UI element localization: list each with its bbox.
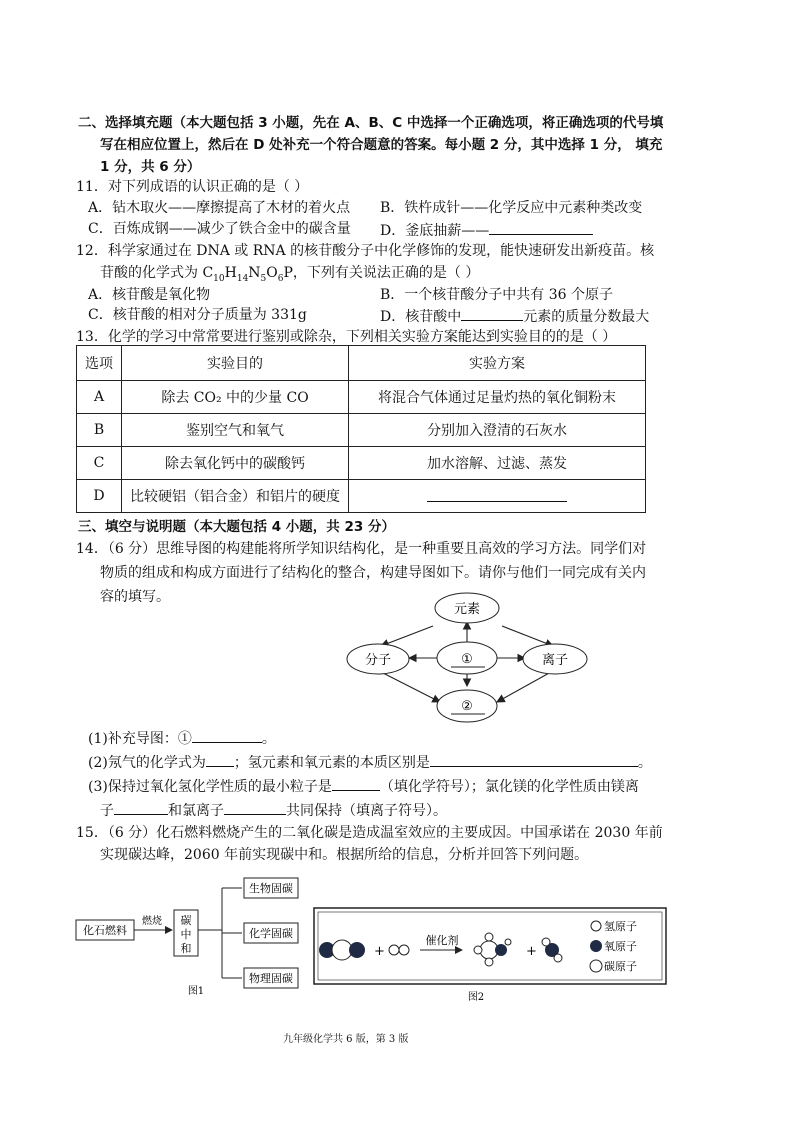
row-goal: 鉴别空气和氧气: [122, 414, 349, 447]
q14-part1-text: (1)补充导图：①: [88, 731, 192, 747]
row-plan: 加水溶解、过滤、蒸发: [349, 447, 646, 480]
q14-p3-blank-2[interactable]: [114, 800, 168, 815]
q11-stem: 11．对下列成语的认识正确的是（ ）: [76, 179, 309, 195]
row-plan: 分别加入澄清的石灰水: [349, 414, 646, 447]
row-goal: 比较硬铝（铝合金）和铝片的硬度: [122, 480, 349, 513]
q14-part1: [88, 728, 276, 748]
row-goal: 除去 CO₂ 中的少量 CO: [122, 381, 349, 414]
section2-title-line1: 二、选择填充题（本大题包括 3 小题，先在 A、B、C 中选择一个正确选项，将正确选项的代号填: [78, 115, 664, 131]
legend-hydrogen-label: 氢原子: [604, 920, 637, 933]
legend-oxygen-label: 氧原子: [604, 940, 637, 953]
q13-d-answer-blank[interactable]: [427, 487, 567, 502]
q12-stem-pre: 苷酸的化学式为 C: [100, 265, 214, 281]
row-option: C: [77, 447, 122, 480]
q12-option-d-post: 元素的质量分数最大: [523, 309, 650, 325]
q14-line1: 14．（6 分）思维导图的构建能将所学知识结构化，是一种重要且高效的学习方法。同学们对: [76, 541, 647, 557]
mind-node-blank-2-label: ②: [461, 699, 473, 714]
table-row: [77, 381, 646, 414]
row-plan: 将混合气体通过足量灼热的氧化铜粉末: [349, 381, 646, 414]
q12-stem-post: P，下列有关说法正确的是（ ）: [283, 265, 480, 281]
q11-option-a: A．钻木取火——摩擦提高了木材的着火点: [88, 200, 351, 216]
legend-hydrogen-icon: [591, 921, 601, 931]
mind-node-blank-1[interactable]: [437, 642, 497, 674]
page-footer: 九年级化学共 6 版，第 3 版: [283, 1034, 409, 1045]
q12-option-b: B．一个核苷酸分子中共有 36 个原子: [380, 287, 614, 303]
q11-option-c: C．百炼成钢——减少了铁合金中的碳含量: [88, 221, 351, 237]
mind-node-ion: [523, 644, 587, 674]
q12-option-d: [380, 306, 649, 326]
header-goal: 实验目的: [122, 346, 349, 381]
row-option: D: [77, 480, 122, 513]
plus-sign-2: +: [526, 944, 537, 959]
q13-stem: 13．化学的学习中常常要进行鉴别或除杂，下列相关实验方案能达到实验目的的是（ ）: [76, 329, 617, 345]
mind-map-diagram: [345, 588, 625, 728]
legend: [590, 919, 637, 973]
ch3oh-molecule: [474, 933, 511, 966]
legend-carbon-icon: [590, 960, 602, 972]
q15-line2: 实现碳达峰，2060 年前实现碳中和。根据所给的信息，分析并回答下列问题。: [100, 847, 589, 863]
q14-part3-b: （填化学符号）；氯化镁的化学性质由镁离: [379, 779, 639, 795]
table-row: [77, 480, 646, 513]
q12-stem-line1: 12．科学家通过在 DNA 或 RNA 的核苷酸分子中化学修饰的发现，能快速研发出新疫苗。核: [76, 243, 655, 259]
bio-sequestration-label: 生物固碳: [249, 882, 293, 895]
chem-sequestration-label: 化学固碳: [249, 927, 293, 940]
q14-part3-e: 共同保持（填离子符号）。: [286, 803, 447, 819]
q11-d-answer-blank[interactable]: [489, 220, 593, 235]
row-option: B: [77, 414, 122, 447]
mind-node-element: [435, 593, 499, 623]
row-goal: 除去氧化钙中的碳酸钙: [122, 447, 349, 480]
q14-part2-a: (2)氖气的化学式为: [88, 755, 206, 771]
figure-1-diagram: [72, 876, 307, 996]
q13-experiment-table: [76, 345, 646, 513]
mind-node-blank-2[interactable]: [437, 690, 497, 722]
table-row: [77, 414, 646, 447]
figure-2-caption: 图2: [467, 992, 485, 1003]
section2-title-line2: 写在相应位置上，然后在 D 处补充一个符合题意的答案。每小题 2 分，其中选择 1 分， 填充: [100, 137, 663, 153]
combustion-label: 燃烧: [142, 916, 162, 927]
mind-node-element-label: 元素: [453, 602, 481, 617]
q14-part1-end: 。: [261, 731, 276, 747]
phys-sequestration-label: 物理固碳: [249, 972, 293, 985]
row-option: A: [77, 381, 122, 414]
figure-2-diagram: [312, 906, 670, 1006]
q11-option-b: B．铁杵成针——化学反应中元素种类改变: [380, 200, 643, 216]
q14-part3-a: (3)保持过氧化氢化学性质的最小粒子是: [88, 779, 332, 795]
q14-p1-blank[interactable]: [192, 728, 262, 743]
q14-part2-b: ；氢元素和氧元素的本质区别是: [233, 755, 430, 771]
q14-part3-d: 和氯离子: [168, 803, 224, 819]
catalyst-label: 催化剂: [425, 934, 459, 947]
section2-title-line3: 1 分，共 6 分）: [100, 159, 201, 175]
q15-line1: 15．（6 分）化石燃料燃烧产生的二氧化碳是造成温室效应的主要成因。中国承诺在 2030 年前: [76, 825, 663, 841]
legend-oxygen-icon: [590, 940, 602, 952]
q14-part3: [88, 776, 639, 796]
plus-sign-1: +: [374, 944, 385, 959]
mind-node-molecule-label: 分子: [364, 653, 392, 668]
table-row: [77, 447, 646, 480]
q14-line3: 容的填写。: [100, 589, 170, 605]
mind-node-ion-label: 离子: [541, 653, 569, 668]
q14-p3-blank-1[interactable]: [332, 776, 380, 791]
q14-p2-blank-2[interactable]: [430, 752, 638, 767]
h2-molecule: [389, 945, 409, 955]
q12-option-c: C．核苷酸的相对分子质量为 331g: [88, 307, 307, 323]
carbon-neutral-char-1: 碳: [180, 914, 192, 927]
mind-node-molecule: [347, 644, 409, 674]
q14-part2: [88, 752, 652, 772]
q11-option-d: [380, 220, 593, 240]
q14-part2-end: 。: [637, 755, 652, 771]
co2-molecule: [319, 940, 365, 960]
q14-p2-blank-1[interactable]: [206, 752, 234, 767]
q14-p3-blank-3[interactable]: [224, 800, 286, 815]
q11-option-d-text: D．釜底抽薪——: [380, 223, 490, 239]
carbon-neutral-char-3: 和: [180, 942, 192, 955]
q12-d-answer-blank[interactable]: [461, 306, 523, 321]
carbon-neutral-char-2: 中: [180, 928, 192, 941]
header-plan: 实验方案: [349, 346, 646, 381]
row-plan-blank-cell: [349, 480, 646, 513]
table-header-row: [77, 346, 646, 381]
q12-stem-line2: 苷酸的化学式为 $C_{10}H_{14}N_5O_6P$，下列有关说法正确的是（ ）: [100, 265, 480, 284]
header-option: 选项: [77, 346, 122, 381]
q14-line2: 物质的组成和构成方面进行了结构化的整合，构建导图如下。请你与他们一同完成有关内: [100, 565, 646, 581]
q12-option-d-pre: D．核苷酸中: [380, 309, 462, 325]
q12-option-a: A．核苷酸是氧化物: [88, 287, 211, 303]
legend-carbon-label: 碳原子: [604, 960, 637, 973]
fossil-fuel-label: 化石燃料: [83, 924, 127, 937]
h2o-molecule: [542, 938, 562, 962]
q14-part3-c: 子: [100, 803, 114, 819]
mind-node-blank-1-label: ①: [461, 652, 473, 667]
section3-title: 三、填空与说明题（本大题包括 4 小题，共 23 分）: [78, 519, 395, 535]
q14-part3-cont: [100, 800, 447, 820]
figure-1-caption: 图1: [187, 986, 205, 996]
